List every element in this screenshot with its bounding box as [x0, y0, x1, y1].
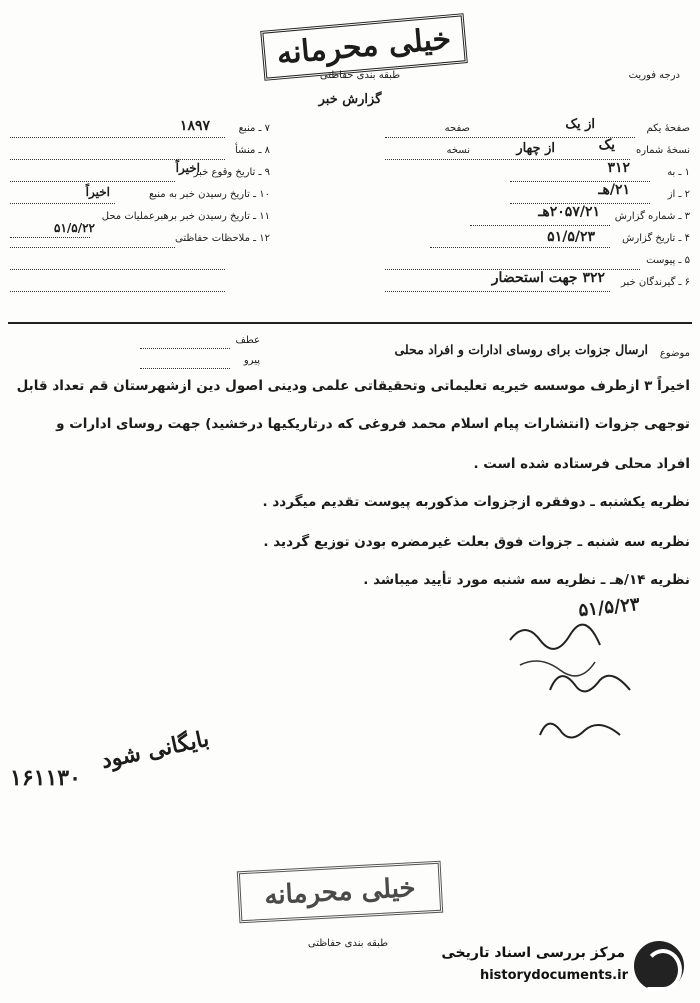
from-value: ۲۱/هـ	[598, 182, 630, 198]
signature-scribbles	[490, 600, 690, 760]
field-source-received-value: اخیراً	[85, 185, 110, 199]
report-number-value: ۲۰۵۷/۲۱هـ	[538, 204, 600, 220]
margin-note: بایگانی شود	[98, 725, 212, 775]
field-event-date-label: ۹ ـ تاریخ وقوع خبر	[193, 167, 270, 178]
to-value: ۳۱۲	[607, 160, 630, 176]
classification-stamp-bottom: خیلی محرمانه	[237, 861, 443, 924]
field-security-notes-label: ۱۲ ـ ملاحظات حفاظتی	[175, 233, 270, 244]
field-source-label: ۷ ـ منبع	[238, 123, 270, 134]
document-title: گزارش خبر	[318, 92, 382, 107]
from-label: ۲ ـ از	[667, 189, 690, 200]
body-line: اخیراً ۳ ازطرف موسسه خیریه تعلیماتی وتحقیقاتی علمی ودینی اصول دین ازشهرستان قم تعداد قابل	[16, 378, 690, 394]
attachment-label: ۵ ـ پیوست	[646, 255, 690, 266]
ref-label: عطف	[235, 335, 260, 346]
page-suffix: صفحه	[444, 123, 470, 134]
classification-note-bottom: طبقه بندی حفاظتی	[307, 938, 389, 949]
body-line: نظریه سه شنبه ـ جزوات فوق بعلت غیرمضره بودن توزیع گردید .	[263, 534, 690, 550]
right-fields	[380, 115, 690, 315]
recipients-value: ۳۲۲ جهت استحضار	[491, 270, 605, 286]
classification-note-top: طبقه بندی حفاظتی	[319, 70, 401, 81]
report-date-label: ۴ ـ تاریخ گزارش	[622, 233, 690, 244]
body-line: نظریه ۱۴/هـ ـ نظریه سه شنبه مورد تأیید میباشد .	[363, 572, 690, 588]
watermark-name: مرکز بررسی اسناد تاریخی	[441, 945, 625, 961]
field-event-date-value: اخیراً	[175, 161, 200, 175]
field-source-received-label: ۱۰ ـ تاریخ رسیدن خبر به منبع	[148, 189, 270, 200]
body-line: افراد محلی فرستاده شده است .	[473, 456, 690, 472]
left-fields	[5, 115, 270, 285]
body-line: توجهی جزوات (انتشارات پیام اسلام محمد فروغی که درتاریکیها درخشید) جهت روسای ادارات و	[56, 416, 690, 432]
urgency-label: درجه فوریت	[628, 70, 680, 81]
to-label: ۱ ـ به	[667, 167, 690, 178]
page-of: از یک	[565, 117, 595, 132]
report-number-label: ۳ ـ شماره گزارش	[614, 211, 690, 222]
recipients-label: ۶ ـ گیرندگان خبر	[620, 277, 690, 288]
history-logo-mark-icon	[644, 949, 682, 991]
report-date-value: ۵۱/۵/۲۳	[547, 229, 595, 245]
field-operations-received-label: ۱۱ ـ تاریخ رسیدن خبر برهبرعملیات محل	[101, 211, 270, 222]
field-source-value: ۱۸۹۷	[179, 118, 210, 134]
classification-stamp-top: خیلی محرمانه	[260, 13, 468, 81]
field-origin-label: ۸ ـ منشأ	[234, 145, 270, 156]
follow-label: پیرو	[243, 355, 260, 366]
copy-label: نسخهٔ شماره	[636, 145, 690, 156]
watermark-url: historydocuments.ir	[479, 968, 628, 983]
signature-date: ۵۱/۵/۲۳	[577, 593, 641, 622]
copy-value: یک	[598, 137, 615, 153]
field-operations-received-value: ۵۱/۵/۲۲	[54, 221, 95, 235]
copy-suffix: نسخه	[446, 145, 470, 156]
subject-text: ارسال جزوات برای روسای ادارات و افراد محلی	[394, 342, 648, 357]
header-divider	[8, 322, 692, 324]
margin-number: ۱۶۱۱۳۰	[10, 765, 81, 791]
copy-of: از چهار	[516, 141, 555, 156]
page-label: صفحهٔ یکم	[646, 123, 690, 134]
body-line: نظریه یکشنبه ـ دوفقره ازجزوات مذکوربه پیوست تقدیم میگردد .	[262, 494, 690, 510]
subject-label: موضوع	[659, 348, 690, 359]
